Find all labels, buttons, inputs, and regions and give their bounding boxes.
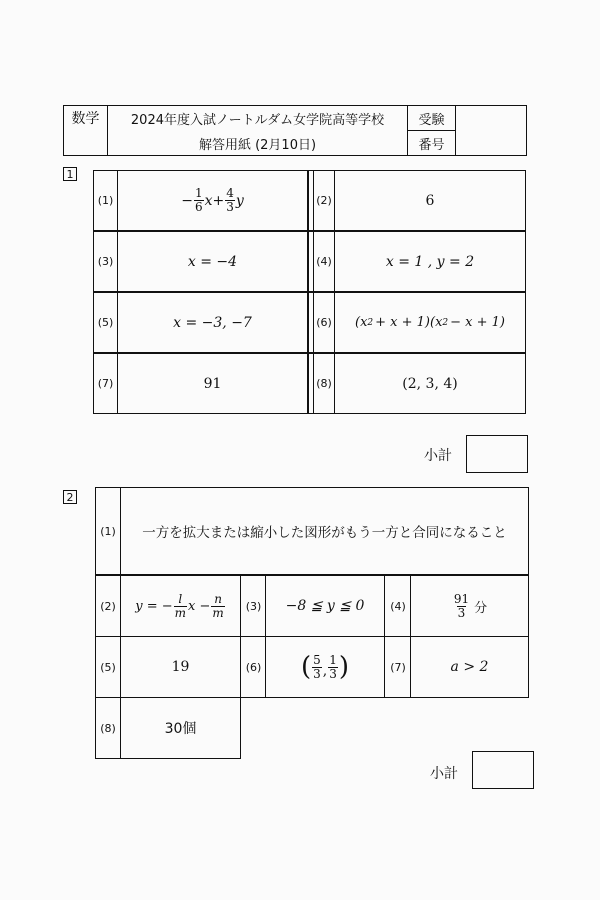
var-y: y <box>235 192 244 209</box>
answer-1-1 <box>118 171 307 230</box>
subtotal-label: 小計 <box>430 766 458 782</box>
exam-number-field[interactable] <box>456 106 526 155</box>
question-number: (4) <box>316 255 332 268</box>
numerator: l <box>178 591 183 606</box>
comma: , <box>322 663 328 679</box>
numerator: 1 <box>329 652 337 667</box>
plus-sign: + <box>212 192 225 209</box>
denominator: 3 <box>457 605 466 620</box>
var-x: x <box>204 192 213 209</box>
answer-2-5: 19 <box>171 659 190 675</box>
exam-number-label: 受験 <box>418 112 445 128</box>
denominator: m <box>212 605 224 620</box>
question-number: (6) <box>316 316 332 329</box>
minus-sign: − <box>181 192 193 209</box>
answer-1-3: x = −4 <box>187 253 238 270</box>
question-number: (3) <box>245 599 262 613</box>
page-subtitle: 解答用紙 (2月10日) <box>198 137 317 153</box>
unit-label: 分 <box>474 600 488 616</box>
fraction <box>453 593 470 620</box>
expr-part: y = − <box>135 598 173 614</box>
numerator: 91 <box>453 591 470 606</box>
fraction <box>194 187 204 214</box>
denominator: 3 <box>313 666 321 681</box>
answer-2-2 <box>121 576 240 636</box>
question-number: (6) <box>245 660 262 674</box>
answer-2-8: 30個 <box>164 721 197 737</box>
answer-2-4 <box>411 576 528 636</box>
expr-part: + x + 1)(x <box>375 315 443 330</box>
question-number: (1) <box>97 194 114 207</box>
denominator: 3 <box>329 666 337 681</box>
question-number: (1) <box>100 524 116 538</box>
answer-2-6 <box>266 637 384 697</box>
expr-part: (x <box>355 315 368 330</box>
column-divider <box>307 170 309 414</box>
fraction <box>225 187 235 214</box>
answer-2-7: a > 2 <box>450 659 489 675</box>
answer-2-3: −8 ≦ y ≦ 0 <box>285 598 365 614</box>
answer-1-4: x = 1 , y = 2 <box>385 253 475 270</box>
exponent: 2 <box>367 317 374 328</box>
fraction <box>312 654 322 681</box>
subtotal-box[interactable] <box>466 435 528 473</box>
page-title: 2024年度入試ノートルダム女学院高等学校 <box>130 112 385 128</box>
fraction <box>211 593 224 620</box>
numerator: 1 <box>194 186 203 200</box>
section-1-marker: 1 <box>63 167 77 181</box>
subject-label: 数学 <box>71 111 100 127</box>
answer-1-6 <box>335 293 525 352</box>
exam-number-label: 番号 <box>418 138 445 153</box>
question-number: (2) <box>316 194 332 207</box>
question-number: (8) <box>316 377 332 390</box>
answer-1-8: (2, 3, 4) <box>402 375 458 392</box>
subtotal-label: 小計 <box>424 448 452 464</box>
answer-1-7: 91 <box>203 375 222 392</box>
expr-part: − x + 1) <box>450 315 505 330</box>
numerator: n <box>214 591 222 606</box>
section-2-marker: 2 <box>63 490 77 504</box>
question-number: (5) <box>100 660 116 674</box>
question-number: (7) <box>390 660 406 674</box>
fraction <box>174 593 187 620</box>
denominator: m <box>174 605 187 620</box>
expr-part: x − <box>188 598 211 614</box>
denominator: 3 <box>226 200 234 214</box>
fraction <box>328 654 338 681</box>
question-number: (4) <box>390 599 406 613</box>
question-number: (3) <box>97 255 114 268</box>
answer-2-1: 一方を拡大または縮小した図形がもう一方と合同になること <box>142 525 507 541</box>
numerator: 5 <box>313 652 321 667</box>
open-paren: ( <box>300 652 312 682</box>
answer-1-5: x = −3, −7 <box>173 314 252 331</box>
answer-1-2: 6 <box>425 192 435 209</box>
denominator: 6 <box>194 200 203 214</box>
exponent: 2 <box>442 317 449 328</box>
question-number: (7) <box>97 377 114 390</box>
question-number: (5) <box>97 316 114 329</box>
subtotal-box[interactable] <box>472 751 534 789</box>
question-number: (2) <box>100 599 116 613</box>
question-number: (8) <box>100 721 116 735</box>
numerator: 4 <box>226 186 234 200</box>
close-paren: ) <box>338 652 350 682</box>
